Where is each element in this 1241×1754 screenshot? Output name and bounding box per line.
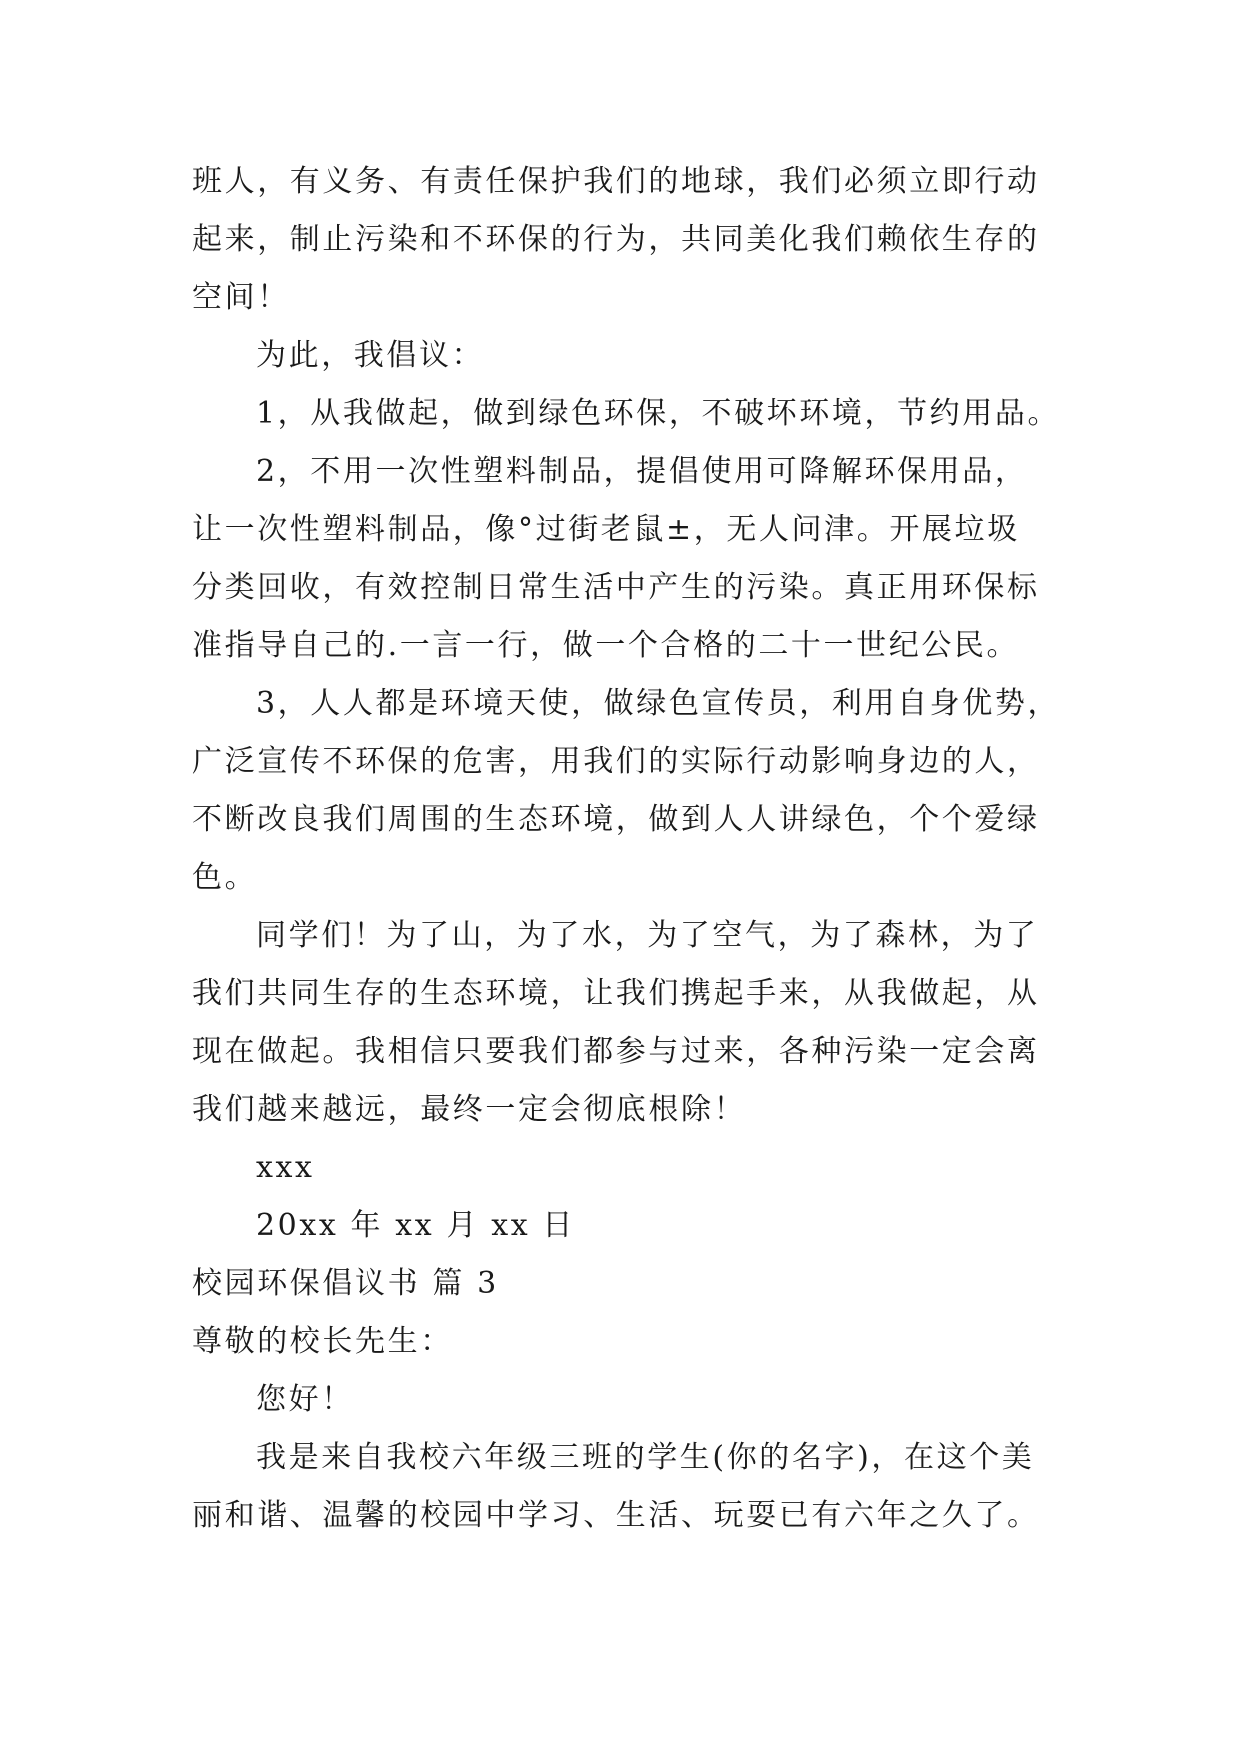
salutation: 尊敬的校长先生： — [192, 1324, 453, 1359]
signature-date: 20xx 年 xx 月 xx 日 — [256, 1208, 575, 1243]
paragraph-line: 为此，我倡议： — [256, 338, 485, 373]
paragraph-line: 不断改良我们周围的生态环境，做到人人讲绿色，个个爱绿 — [192, 802, 1040, 837]
section-title: 校园环保倡议书 篇 3 — [192, 1266, 499, 1301]
paragraph-line: 分类回收，有效控制日常生活中产生的污染。真正用环保标 — [192, 570, 1040, 605]
greeting: 您好！ — [256, 1382, 354, 1417]
paragraph-line: 1，从我做起，做到绿色环保，不破坏环境，节约用品。 — [256, 396, 1061, 431]
paragraph-line: 空间！ — [192, 280, 290, 315]
paragraph-line: 班人，有义务、有责任保护我们的地球，我们必须立即行动 — [192, 164, 1040, 199]
paragraph-line: 准指导自己的.一言一行，做一个合格的二十一世纪公民。 — [192, 628, 1020, 663]
paragraph-line: 3，人人都是环境天使，做绿色宣传员，利用自身优势， — [256, 686, 1061, 721]
paragraph-line: 起来，制止污染和不环保的行为，共同美化我们赖依生存的 — [192, 222, 1040, 257]
paragraph-line: 我是来自我校六年级三班的学生(你的名字)，在这个美 — [256, 1440, 1035, 1475]
paragraph-line: 让一次性塑料制品，像°过街老鼠±，无人问津。开展垃圾 — [192, 512, 1020, 547]
signature-name: xxx — [256, 1150, 315, 1185]
paragraph-line: 我们共同生存的生态环境，让我们携起手来，从我做起，从 — [192, 976, 1040, 1011]
paragraph-line: 现在做起。我相信只要我们都参与过来，各种污染一定会离 — [192, 1034, 1040, 1069]
paragraph-line: 2，不用一次性塑料制品，提倡使用可降解环保用品， — [256, 454, 1028, 489]
paragraph-line: 广泛宣传不环保的危害，用我们的实际行动影响身边的人， — [192, 744, 1040, 779]
paragraph-line: 丽和谐、温馨的校园中学习、生活、玩耍已有六年之久了。 — [192, 1498, 1040, 1533]
paragraph-line: 我们越来越远，最终一定会彻底根除！ — [192, 1092, 747, 1127]
paragraph-line: 色。 — [192, 860, 258, 895]
paragraph-line: 同学们！为了山，为了水，为了空气，为了森林，为了 — [256, 918, 1039, 953]
